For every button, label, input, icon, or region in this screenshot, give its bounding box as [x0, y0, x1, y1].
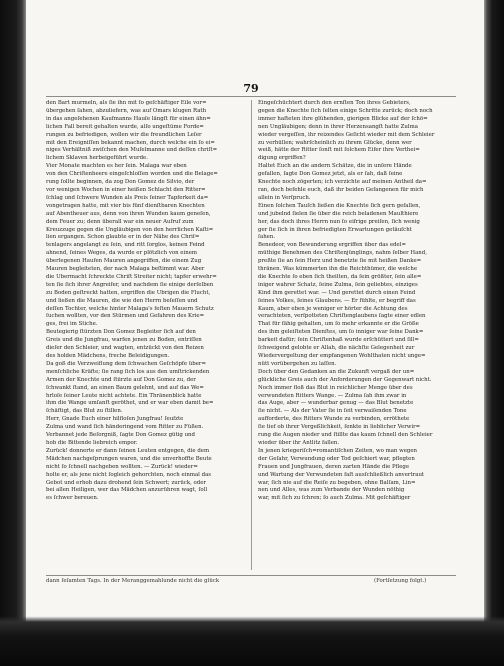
- text-line: Da goß die Verzweiflung dem ſchwachen Geſchöpfe über=: [46, 360, 207, 367]
- text-line: die Übermacht ſchreckte Chriſt Streiter nicht; tapfer erwehr=: [46, 273, 217, 280]
- text-line: Knechte noch zögerten; ich verzichte auf meinen Antheil da=: [258, 179, 427, 186]
- text-line: Mauren begleiteten, der nach Malaga beſtimmt war. Aber: [46, 266, 205, 273]
- text-line: den Bart murmeln, als ſie ihn mit ſo geſchäftiger Eile vor=: [46, 100, 207, 106]
- text-line: ten ſie ſich ihrer Angreifer, und nachdem ſie einige derſelben: [46, 281, 214, 288]
- continuation-note: (Fortſetzung folgt.): [374, 578, 427, 584]
- text-line: Zurück! donnerte er dann ſeinen Leuten entgegen, die dem: [46, 447, 210, 454]
- text-line: nen Ungläubigen; denn in ihrer Herzensangſt hatte Zulma: [258, 123, 418, 130]
- text-line: weiß, hätte der Ritter ſonſt mit ſolchem Eifer ihre Verthei=: [258, 147, 420, 154]
- text-line: dieſer den Schleier, und wagten, entzückt von den Reizen: [46, 345, 204, 352]
- text-line: ſchweigend gelobte er Allah, die nächſte Gelegenheit zur: [258, 345, 415, 352]
- text-line: Gebot und erhob dazu drohend ſein Schwert; zurück, oder: [46, 479, 206, 486]
- text-line: Frauen und Jungfrauen, deren zarten Hände die Pflege: [258, 463, 410, 470]
- text-line: von den Chriſtenheere eingeſchloſſen worden und die Belage=: [46, 171, 218, 178]
- text-line: ahnend, ſeines Weges, da wurde er plötzlich von einem: [46, 250, 197, 257]
- text-line: und jubelnd ſielen ſie über die reich beladenen Maulthiere: [258, 210, 419, 217]
- text-line: in das angeſehenen Kaufmanns Hauſe längſt für einen ähn=: [46, 115, 211, 122]
- text-line: Noch immer floß das Blut in reichlicher Menge über des: [258, 384, 413, 391]
- text-line: Greis und die Jungfrau, warfen jenen zu Boden, entriſſen: [46, 337, 202, 344]
- text-line: her, das doch ihres Herrn nun ſo eifrige preiſen, ſich wenig: [258, 218, 420, 225]
- header-rule: [46, 96, 456, 97]
- text-line: Haltet Euch an die andern Schätze, die in unſere Hände: [258, 163, 412, 170]
- text-line: preßte ſie an ſein Herz und benetzte ſie mit heißen Danke=: [258, 258, 422, 265]
- text-line: die Knechte ſo eben ſich theilten, da ſein größter, ſein alle=: [258, 273, 422, 280]
- text-line: auf Abentheuer aus, denn von ihren Wunden kaum geneſen,: [46, 210, 211, 217]
- text-line: ſahen.: [258, 234, 276, 241]
- text-line: nicht ſo ſchnell nachgeben wollten. — Zurück! wieder=: [46, 463, 198, 470]
- text-line: holte er, als jene nicht ſogleich gehorchten, noch einmal das: [46, 471, 212, 478]
- text-line: ſchwankt ſtand, an einen Baum gelehnt, und auf das We=: [46, 384, 204, 391]
- text-line: das Auge, aber — wunderbar genug — das Blut benetzte: [258, 400, 414, 407]
- text-line: gefallen, ſagte Don Gomez jetzt, als er ſah, daß ſeine: [258, 171, 403, 178]
- text-line: es ſchwer bereuen.: [46, 495, 99, 502]
- page-number: 79: [243, 82, 259, 95]
- text-line: niges Verhältniß zwiſchen den Muſelmanne und deſſen chriſt=: [46, 147, 218, 154]
- text-line: nütt vorübergehen zu laſſen.: [258, 360, 337, 367]
- text-line: war, mit ſich zu ſchren; ſo auch Zulma. Mit geſchäftiger: [258, 495, 411, 502]
- text-line: des holden Mädchens, freche Beleidigungen.: [46, 353, 170, 359]
- text-line: allein in Verſpruch.: [258, 194, 311, 201]
- text-line: wieder über ihr Antlitz fallen.: [258, 439, 340, 446]
- text-line: Eingeſchüchtert durch den ernſten Ton ihres Gebieters,: [258, 100, 411, 106]
- text-line: Zulma und wand ſich händeringend vom Ritter zu Füßen.: [46, 424, 204, 431]
- text-line: war, ſich nie auf die Reiſe zu begeben, ohne Balſam, Lin=: [258, 479, 416, 486]
- column-divider: [251, 100, 252, 570]
- footer-text: dann ſeſamten Tags. In der Meranggemahlunde nicht die glück: [46, 578, 220, 584]
- text-line: Kind ihm gerettet war. — Und gerettet durch einen Feind: [258, 289, 416, 296]
- text-line: immer hafteten ihre glühenden, gierigen Blicke auf der ſchö=: [258, 115, 428, 122]
- text-line: gegen die Knechte ſich ſelten einige Schritte zurück; doch noch: [258, 107, 433, 114]
- text-line: menſchliche Kräfte; ſie rang ſich los aus den umſtrickenden: [46, 368, 210, 375]
- text-line: bei allen Heiligen, wer das Mädchen anzurühren wagt, ſoll: [46, 487, 208, 494]
- text-line: iniger wahrer Schatz, ſeine Zulma, ſein geliebtes, einziges: [258, 281, 418, 288]
- text-line: zu verhüllen; wahrſcheinlich zu ihrem Glücke, denn wer: [258, 139, 412, 146]
- text-line: verwundeten Ritters Wange. — Zulma ſah ihm zwar in: [258, 392, 407, 399]
- text-line: hob die Bittende liebreich empor.: [46, 439, 138, 446]
- text-line: wieder vergeſſen, ihr reizendes Geſicht wieder mit dem Schleier: [258, 131, 435, 138]
- text-column-left: [46, 100, 246, 570]
- text-line: und ließen die Mauren, die wie den Herrn beſeſſen und: [46, 297, 198, 304]
- text-line: ger ſie ſich in ihren befriedigten Erwartungen getäuſcht: [258, 226, 412, 233]
- text-line: ſchäftigt, das Blut zu ſtillen.: [46, 408, 123, 415]
- text-line: tenlagers angelangt zu ſein, und ritt ſorglos, keinen Feind: [46, 242, 205, 249]
- text-line: Verbannet jede Beſorgniß, ſagte Don Gomez gütig und: [46, 432, 195, 439]
- text-line: Herr, Gnade Euch einer hilfloſen Jungfrau! ſeufzte: [46, 416, 184, 423]
- scan-border-right: [484, 0, 504, 666]
- text-line: lichen Fall bereit gehalten wurde, alſo ungeſtüme Forde=: [46, 123, 204, 130]
- text-line: vor wenigen Wochen in einer heißen Schlacht den Ritter=: [46, 186, 206, 193]
- text-column-right: [258, 100, 460, 570]
- text-line: Kaum, aber eben je weniger er hörter die Achtung des: [258, 305, 408, 312]
- text-line: Einen ſolchen Tauſch ließen die Knechte ſich gern gefallen,: [258, 202, 421, 209]
- text-line: In jenen kriegeriſch=romantiſchen Zeiten, wo man wegen: [258, 447, 418, 454]
- text-line: barkeit dafür; ſein Chriſtenhaß wurde erſchüttert und ſill=: [258, 337, 419, 344]
- text-line: digung ergriffen?: [258, 155, 306, 162]
- scan-border-bottom: [0, 616, 504, 666]
- footer-rule: [46, 575, 456, 576]
- text-line: ges, frei im Stiche.: [46, 321, 98, 328]
- text-line: deſſen Tochter, welche hinter Malaga's feſten Mauern Schutz: [46, 305, 214, 312]
- text-line: Vier Monate machten es her ſein. Malaga war eben: [46, 163, 187, 170]
- text-line: rung die Augen nieder und ſtillte das kaum ſchnell den Schleier: [258, 432, 433, 439]
- text-line: ran, doch befehle euch, daß ihr beiden Gefangenen für mich: [258, 186, 424, 193]
- text-line: Mädchen nachgeſprungen waren, und die unverhoffte Beute: [46, 455, 212, 462]
- text-line: verachteten, verſpotteten Chriſtenglaubens ſagte einer edlen: [258, 313, 426, 320]
- text-line: aufforderte, des Ritters Wunde zu verbinden, erröthete: [258, 416, 410, 423]
- text-line: Armen der Knechte und ſtürzte auf Don Gomez zu, der: [46, 376, 196, 383]
- text-line: nen und Alles, was zum Verbande der Wunden nöthig: [258, 487, 405, 494]
- text-line: zu Boden geſtreckt hatten, ergriffen die Übrigen die Flucht,: [46, 289, 211, 296]
- text-line: des ihm geleiſteten Dienſtes, um ſo inniger war ſeine Dank=: [258, 329, 424, 336]
- text-line: ſie tief ob ihrer Vergeßlichkeit, ſenkte in lieblicher Verwir=: [258, 424, 421, 431]
- text-line: übergehen ſahen, abzuliefern, was auf Omars klugen Rath: [46, 107, 207, 114]
- text-line: ſchlag und ſchwere Wunden als Preis ſeiner Tapferkeit da=: [46, 194, 209, 201]
- book-page: [26, 0, 484, 616]
- text-line: rung ſollte beginnen, da zog Don Gomez de Silvio, der: [46, 179, 195, 186]
- text-line: vongetragen hatte, mit vier bis fünf dienſtbaren Knechten: [46, 202, 205, 209]
- text-line: rungen zu befriedigen, wollen wir die freundlichen Leſer: [46, 131, 202, 138]
- text-line: dem Feuer zu; denn überall war ein neuer Aufruf zum: [46, 218, 194, 225]
- text-line: lichem Sklaven herbeigeführt wurde.: [46, 155, 148, 162]
- text-line: That für fähig gehalten, um ſo mehr erkannte er die Größe: [258, 321, 419, 328]
- text-line: der Geſahr, Verwundung oder Tod geſchiert war, pflegten: [258, 455, 415, 462]
- text-line: Benedeor, von Bewunderung ergriffen über das edel=: [258, 242, 406, 249]
- text-line: glückliche Greis auch der Anforderungen der Gegenwart nicht.: [258, 376, 432, 383]
- text-line: Kreuzzuge gegen die Ungläubigen von den herrlichen Kaſti=: [46, 226, 214, 233]
- text-line: thränen. Was kümmerten ihn die Reichthümer, die welche: [258, 266, 418, 273]
- scan-border-left: [0, 0, 26, 666]
- text-line: mit den Ereigniſſen bekannt machen, durch welche ein ſo ei=: [46, 139, 215, 146]
- text-line: Doch über den Gedanken an die Zukunft vergaß der un=: [258, 368, 415, 375]
- text-line: ſie nicht. — Als der Vater ſie in ſeit verwaiſenden Tone: [258, 408, 407, 415]
- text-line: Beutegierig ſtürzten Don Gomez Begleiter ſich auf den: [46, 329, 196, 336]
- text-line: hrloſe ſeiner Leute nicht achtete. Ein Thränenblick hatte: [46, 392, 202, 399]
- text-line: Wiedervergeltung der empfangenen Wohlthaten nicht unge=: [258, 353, 426, 359]
- text-line: ſuchen wollten, vor den Stürmen und Gefahren des Krie=: [46, 313, 205, 320]
- text-line: ihm die Wange umſanft geröthet, und er war eben damit be=: [46, 400, 214, 407]
- text-line: ſeines Volkes, ſeines Glaubens. — Er fühlte, er begriff das: [258, 297, 416, 304]
- text-line: überlegenen Haufen Mauren angegriffen, die einem Zug: [46, 258, 202, 265]
- text-line: müthige Benehmen des Chriſtenjünglings, nahm ſelber Hand,: [258, 250, 427, 257]
- text-line: lien ergangen. Schon glaubte er in der Nähe des Chriſ=: [46, 234, 200, 241]
- text-line: und Wartung der Verwundeten faſt ausſchließlich anvertraut: [258, 471, 425, 478]
